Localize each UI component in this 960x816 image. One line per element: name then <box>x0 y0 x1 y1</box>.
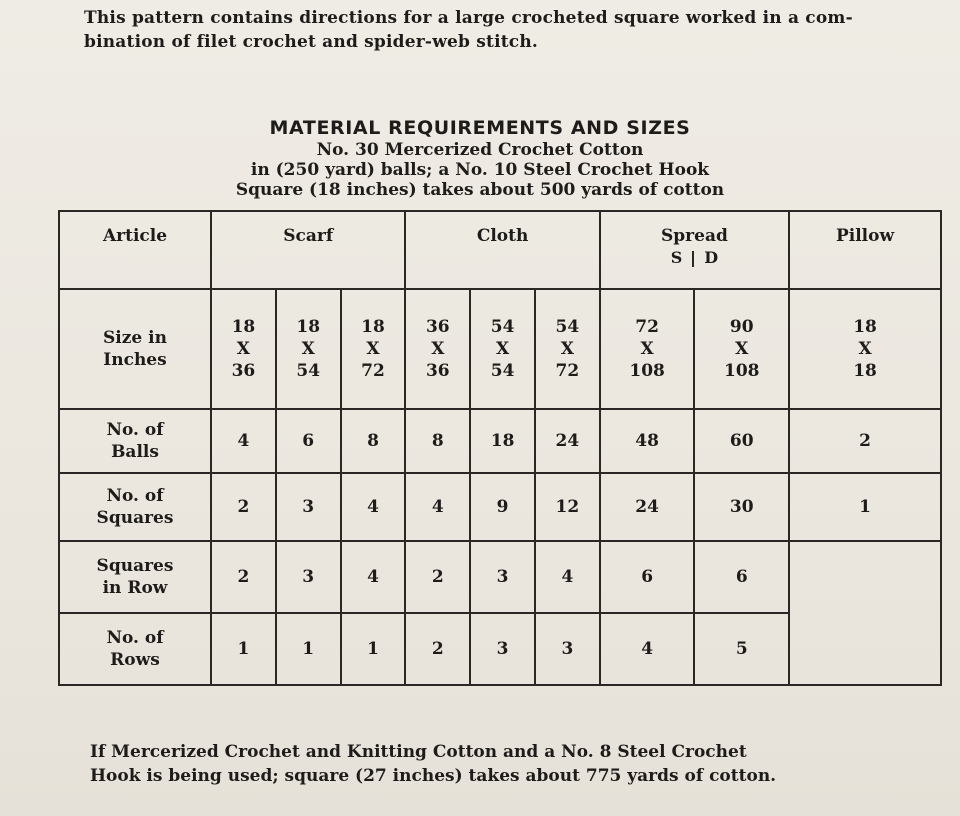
row-label-balls <box>59 409 211 473</box>
size-x: X <box>640 339 654 359</box>
size-x: X <box>858 339 872 359</box>
table-cell-rows: 1 <box>276 613 341 685</box>
row-label-text: No. of <box>106 628 164 648</box>
table-cell-balls: 8 <box>405 409 470 473</box>
intro-line-1: This pattern contains directions for a large crocheted square worked in a com- <box>84 8 853 28</box>
table-cell-balls: 6 <box>276 409 341 473</box>
table-cell-squares: 9 <box>470 473 535 541</box>
table-cell-in-row: 4 <box>535 541 600 613</box>
table-cell-rows: 1 <box>211 613 276 685</box>
table-cell-in-row: 4 <box>341 541 406 613</box>
row-label-text: Inches <box>103 350 167 370</box>
spread-divider <box>692 251 694 267</box>
table-cell-rows: 1 <box>341 613 406 685</box>
material-heading <box>200 116 760 200</box>
table-cell-empty <box>789 541 941 685</box>
table-cell-size <box>789 289 941 409</box>
row-label-size <box>59 289 211 409</box>
table-cell-squares: 30 <box>694 473 789 541</box>
size-width: 18 <box>853 317 877 337</box>
table-cell-balls: 60 <box>694 409 789 473</box>
size-height: 36 <box>425 361 450 381</box>
table-cell-balls: 4 <box>211 409 276 473</box>
table-cell-size <box>600 289 695 409</box>
header-cloth: Cloth <box>405 211 599 289</box>
table-cell-balls: 18 <box>470 409 535 473</box>
table-cell-squares: 3 <box>276 473 341 541</box>
footer-line-1: If Mercerized Crochet and Knitting Cotton and a No. 8 Steel Crochet <box>90 742 747 762</box>
table-cell-squares: 1 <box>789 473 941 541</box>
table-row-squares-in-row <box>59 541 941 613</box>
heading-line-3: Square (18 inches) takes about 500 yards of cotton <box>235 180 725 200</box>
size-height: 108 <box>724 361 760 381</box>
table-cell-size <box>211 289 276 409</box>
row-label-text: No. of <box>106 486 164 506</box>
table-cell-rows: 3 <box>470 613 535 685</box>
footer-note <box>90 740 920 788</box>
intro-line-2: bination of filet crochet and spider-web stitch. <box>84 32 539 52</box>
section-title: MATERIAL REQUIREMENTS AND SIZES <box>269 117 691 139</box>
size-width: 18 <box>231 317 256 337</box>
table-cell-squares: 4 <box>341 473 406 541</box>
table-header-row <box>59 211 941 289</box>
size-x: X <box>301 339 315 359</box>
table-cell-balls: 48 <box>600 409 695 473</box>
table-cell-in-row: 3 <box>276 541 341 613</box>
table-cell-size <box>694 289 789 409</box>
table-cell-size <box>535 289 600 409</box>
table-cell-in-row: 6 <box>694 541 789 613</box>
footer-line-2: Hook is being used; square (27 inches) takes about 775 yards of cotton. <box>90 766 777 786</box>
size-height: 18 <box>853 361 877 381</box>
table-cell-squares: 4 <box>405 473 470 541</box>
size-height: 72 <box>361 361 385 381</box>
table-cell-rows: 5 <box>694 613 789 685</box>
row-label-text: in Row <box>102 578 168 598</box>
header-spread-s: S <box>670 248 683 267</box>
header-scarf: Scarf <box>211 211 405 289</box>
table-cell-in-row: 2 <box>211 541 276 613</box>
size-x: X <box>366 339 380 359</box>
table-cell-size <box>276 289 341 409</box>
table-row-balls <box>59 409 941 473</box>
header-pillow: Pillow <box>789 211 941 289</box>
table-cell-rows: 2 <box>405 613 470 685</box>
header-spread-sub <box>601 248 788 268</box>
size-width: 72 <box>635 317 659 337</box>
size-height: 108 <box>629 361 665 381</box>
heading-line-1: No. 30 Mercerized Crochet Cotton <box>316 140 644 160</box>
table-cell-size <box>405 289 470 409</box>
size-width: 36 <box>425 317 450 337</box>
header-spread <box>600 211 789 289</box>
size-height: 54 <box>490 361 515 381</box>
header-spread-d: D <box>704 248 719 267</box>
size-x: X <box>236 339 250 359</box>
row-label-text: No. of <box>106 420 164 440</box>
row-label-text: Squares <box>96 508 174 528</box>
size-x: X <box>431 339 445 359</box>
size-x: X <box>735 339 749 359</box>
table-cell-rows: 3 <box>535 613 600 685</box>
table-cell-size <box>341 289 406 409</box>
table-row-squares <box>59 473 941 541</box>
size-x: X <box>495 339 510 359</box>
size-height: 72 <box>555 361 580 381</box>
table-cell-in-row: 3 <box>470 541 535 613</box>
row-label-text: Balls <box>111 442 159 462</box>
table-cell-squares: 2 <box>211 473 276 541</box>
table-cell-balls: 8 <box>341 409 406 473</box>
row-label-text: Rows <box>110 650 160 670</box>
size-width: 18 <box>361 317 385 337</box>
size-width: 54 <box>490 317 515 337</box>
row-label-rows <box>59 613 211 685</box>
table-cell-size <box>470 289 535 409</box>
table-cell-in-row: 2 <box>405 541 470 613</box>
requirements-table <box>58 210 942 686</box>
table-cell-in-row: 6 <box>600 541 695 613</box>
size-height: 36 <box>231 361 256 381</box>
heading-line-2: in (250 yard) balls; a No. 10 Steel Crochet Hook <box>250 160 710 180</box>
size-width: 90 <box>729 317 754 337</box>
intro-paragraph <box>84 6 934 54</box>
row-label-text: Squares <box>96 556 174 576</box>
row-label-text: Size in <box>103 328 167 348</box>
header-article: Article <box>59 211 211 289</box>
size-width: 54 <box>555 317 580 337</box>
table-cell-balls: 24 <box>535 409 600 473</box>
header-spread-label: Spread <box>661 226 728 246</box>
row-label-squares-in-row <box>59 541 211 613</box>
table-cell-rows: 4 <box>600 613 695 685</box>
table-row-size <box>59 289 941 409</box>
table-cell-balls: 2 <box>789 409 941 473</box>
table-cell-squares: 24 <box>600 473 695 541</box>
table-cell-squares: 12 <box>535 473 600 541</box>
size-width: 18 <box>296 317 321 337</box>
row-label-squares <box>59 473 211 541</box>
size-x: X <box>560 339 574 359</box>
size-height: 54 <box>296 361 321 381</box>
